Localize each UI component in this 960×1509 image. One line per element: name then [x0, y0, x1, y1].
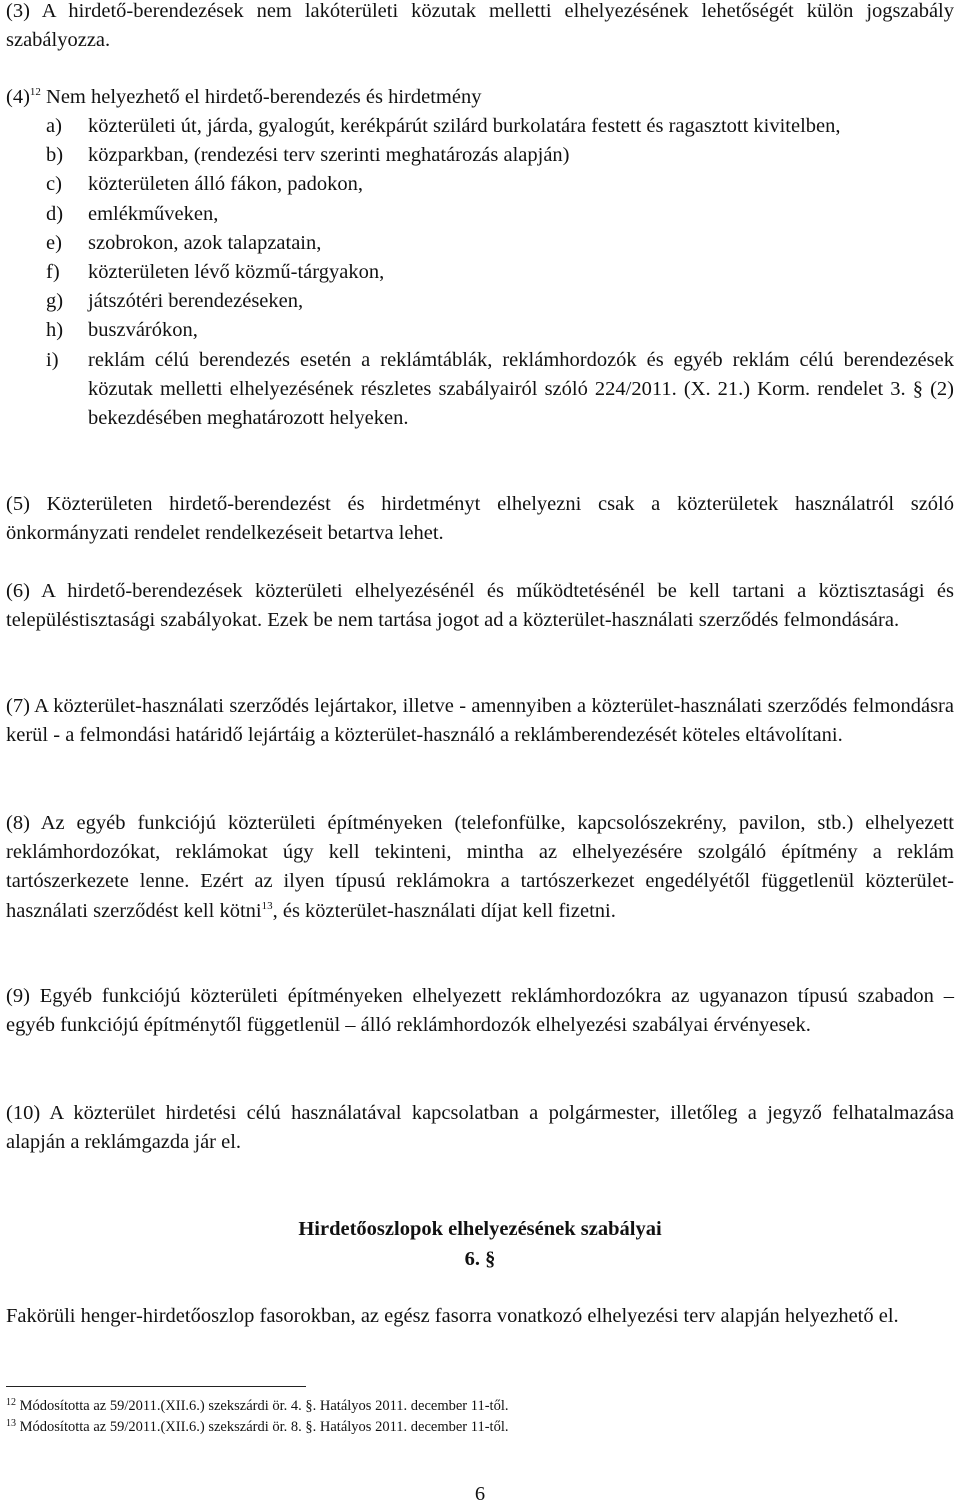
footnote-ref-13: 13 — [261, 899, 273, 912]
list-item-text: emlékműveken, — [88, 202, 219, 225]
list-item-text: játszótéri berendezéseken, — [88, 290, 304, 313]
paragraph-4-prefix: (4) — [6, 86, 30, 108]
list-item — [46, 170, 954, 199]
list-item-label: f) — [46, 261, 60, 284]
footnote — [6, 1418, 954, 1436]
paragraph-7: (7) A közterület-használati szerződés lejártakor, illetve - amennyiben a közterület-használati szerződés felmondásra kerül - a felmondási határidő lejártáig a közterület-használó a reklámberendezését köteles eltávolítani. — [6, 695, 954, 747]
list-item-text: buszvárókon, — [88, 319, 198, 342]
list-item — [46, 316, 954, 345]
section-number: 6. § — [464, 1248, 496, 1270]
list-item-label: h) — [46, 319, 64, 342]
list-item-text: közterületi út, járda, gyalogút, kerékpárút szilárd burkolatára festett és ragasztott kivitelben, — [88, 115, 841, 137]
list-item-text: közparkban, (rendezési terv szerinti meghatározás alapján) — [88, 144, 570, 167]
footnote-number: 13 — [6, 1418, 16, 1429]
footnote-number: 12 — [6, 1397, 16, 1408]
footnote-text: Módosította az 59/2011.(XII.6.) szekszárdi ör. 4. §. Hatályos 2011. december 11-től. — [16, 1398, 509, 1414]
list-item-label: d) — [46, 202, 64, 225]
list-item-label: e) — [46, 231, 62, 254]
list-item-text: közterületen lévő közmű-tárgyakon, — [88, 261, 385, 284]
paragraph-4-intro — [6, 83, 954, 112]
paragraph-8 — [6, 809, 954, 926]
paragraph-8-text-end: , és közterület-használati díjat kell fizetni. — [272, 899, 616, 922]
list-item — [46, 112, 954, 141]
page-number: 6 — [474, 1483, 486, 1505]
list-item — [46, 258, 954, 287]
list-item-label: i) — [46, 348, 59, 371]
paragraph-8-text: (8) Az egyéb funkciójú közterületi építményeken (telefonfülke, kapcsolószekrény, pavilon, stb.) elhelyezett reklámhordozókat, reklámokat úgy kell tekinteni, mintha az elhelyezésére szolgáló építmény a reklám tartószerkezete lenne. Ezért az ilyen típusú reklámokra a tartószerkezet engedélyétől függetlenül közterület-használati szerződést kell kötni — [6, 812, 954, 922]
footnote-divider — [6, 1386, 306, 1387]
list-item-text: szobrokon, azok talapzatain, — [88, 231, 322, 254]
paragraph-10: (10) A közterület hirdetési célú használatával kapcsolatban a polgármester, illetőleg a jegyző felhatalmazása alapján a reklámgazda jár el. — [6, 1102, 954, 1154]
footnote — [6, 1397, 954, 1415]
list-item — [46, 229, 954, 258]
paragraph-9: (9) Egyéb funkciójú közterületi építményeken elhelyezett reklámhordozókra az ugyanazon típusú szabadon – egyéb funkciójú építménytől függetlenül – álló reklámhordozók elhelyezési szabályai érvényesek. — [6, 985, 954, 1037]
prohibited-locations-list — [46, 112, 954, 433]
list-item-label: g) — [46, 290, 64, 313]
paragraph-4-intro-text: Nem helyezhető el hirdető-berendezés és hirdetmény — [40, 86, 482, 108]
paragraph-3: (3) A hirdető-berendezések nem lakóterületi közutak melletti elhelyezésének lehetőségét külön jogszabály szabályozza. — [6, 0, 954, 52]
list-item-text: reklám célú berendezés esetén a reklámtáblák, reklámhordozók és egyéb reklám célú berendezések közutak melletti elhelyezésének részletes szabályairól szóló 224/2011. (X. 21.) Korm. rendelet 3. § (2) bekezdésében meghatározott helyeken. — [88, 348, 954, 430]
footnote-text: Módosította az 59/2011.(XII.6.) szekszárdi ör. 8. §. Hatályos 2011. december 11-től. — [16, 1419, 509, 1435]
paragraph-6: (6) A hirdető-berendezések közterületi elhelyezésénél és működtetésénél be kell tartani a köztisztasági és településtisztasági szabályokat. Ezek be nem tartása jogot ad a közterület-használati szerződés felmondására. — [6, 580, 954, 632]
list-item — [46, 200, 954, 229]
section-title: Hirdetőoszlopok elhelyezésének szabályai — [298, 1218, 662, 1240]
paragraph-5: (5) Közterületen hirdető-berendezést és hirdetményt elhelyezni csak a közterületek használatról szóló önkormányzati rendelet rendelkezéseit betartva lehet. — [6, 493, 954, 545]
list-item-text: közterületen álló fákon, padokon, — [88, 173, 363, 196]
list-item-label: b) — [46, 144, 64, 167]
list-item-label: c) — [46, 173, 62, 196]
list-item — [46, 287, 954, 316]
list-item — [46, 346, 954, 434]
footnote-ref-12: 12 — [29, 86, 41, 98]
list-item — [46, 141, 954, 170]
section-6-paragraph: Fakörüli henger-hirdetőoszlop fasorokban, az egész fasorra vonatkozó elhelyezési terv alapján helyezhető el. — [6, 1305, 899, 1327]
list-item-label: a) — [46, 115, 62, 137]
